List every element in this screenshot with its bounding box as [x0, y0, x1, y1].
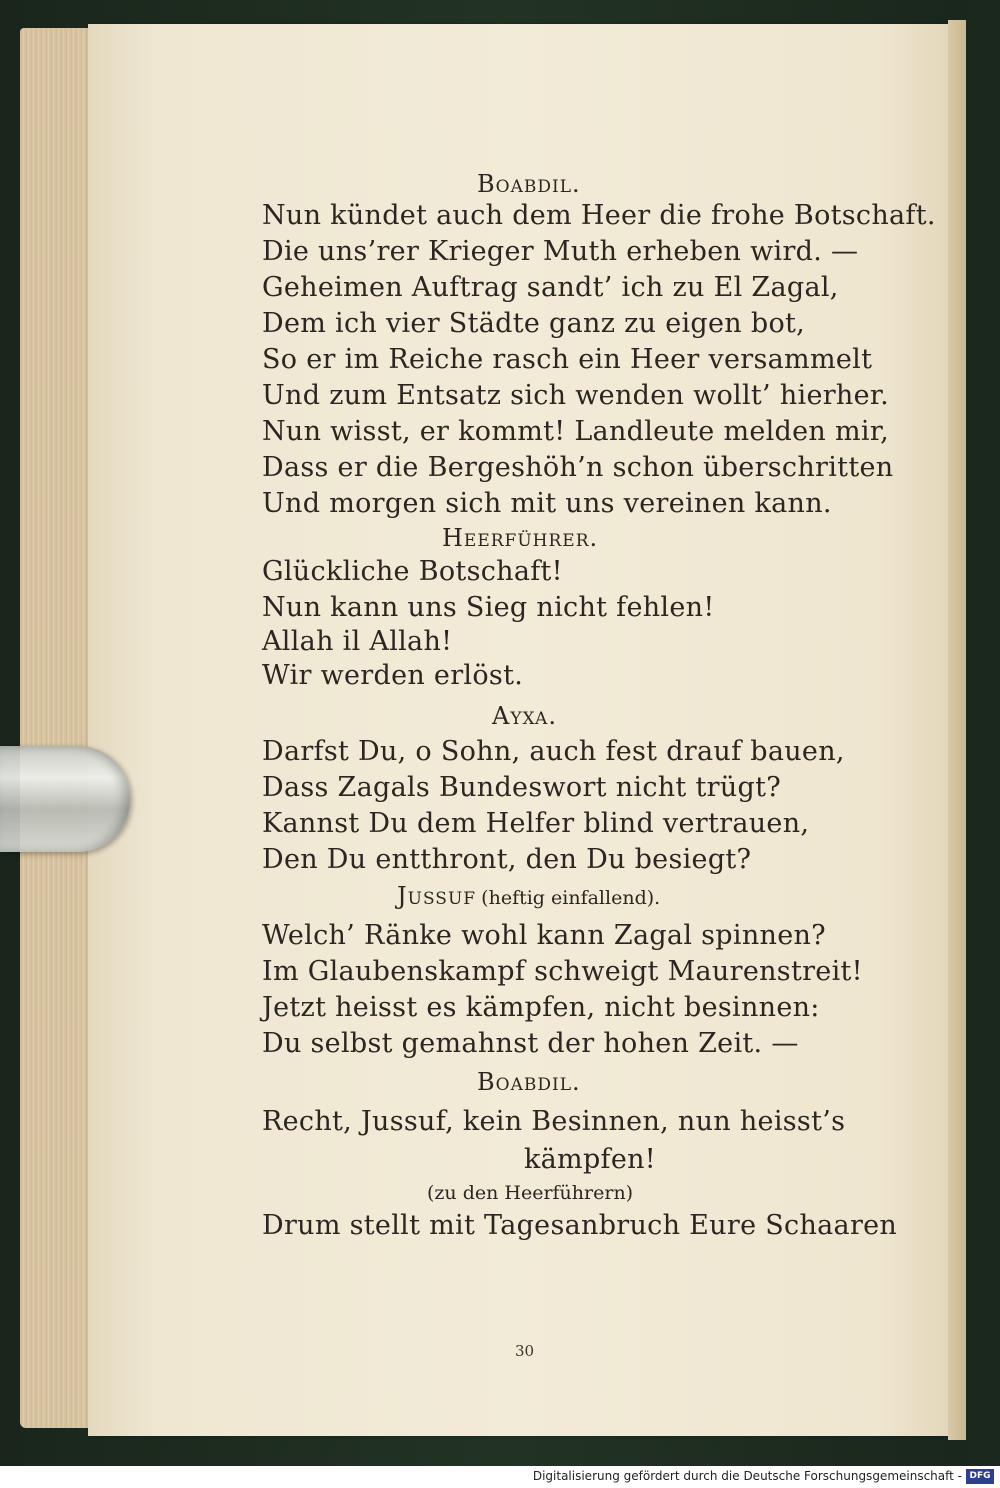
verse-line: Die uns’rer Krieger Muth erheben wird. —: [262, 236, 859, 267]
verse-line: Du selbst gemahnst der hohen Zeit. —: [262, 1028, 799, 1059]
verse-line: So er im Reiche rasch ein Heer versammelt: [262, 344, 873, 375]
verse-line: Den Du entthront, den Du besiegt?: [262, 844, 752, 875]
stage-direction: (heftig einfallend).: [481, 887, 661, 909]
verse-line: Drum stellt mit Tagesanbruch Eure Schaaren: [262, 1210, 898, 1241]
left-page-stack: [20, 28, 98, 1428]
speaker-boabdil: Boabdil.: [477, 170, 581, 198]
dfg-logo: DFG: [966, 1469, 994, 1484]
page-clip: [0, 746, 130, 852]
footer-bar: [0, 1466, 1000, 1488]
footer-credit: Digitalisierung gefördert durch die Deutsche Forschungsgemeinschaft -: [532, 1469, 962, 1483]
verse-line: Darfst Du, o Sohn, auch fest drauf bauen,: [262, 736, 845, 767]
verse-line: kämpfen!: [524, 1144, 656, 1175]
right-dark-strip: [966, 0, 1000, 1466]
speaker-heerfuehrer: Heerführer.: [442, 524, 599, 552]
verse-line: Und zum Entsatz sich wenden wollt’ hierher.: [262, 380, 890, 411]
verse-line: Kannst Du dem Helfer blind vertrauen,: [262, 808, 810, 839]
verse-line: Dass Zagals Bundeswort nicht trügt?: [262, 772, 782, 803]
right-page-edge: [948, 20, 966, 1440]
verse-line: Nun kündet auch dem Heer die frohe Botschaft.: [262, 200, 936, 231]
speaker-jussuf-line: [397, 882, 660, 910]
verse-line: Jetzt heisst es kämpfen, nicht besinnen:: [262, 992, 820, 1023]
verse-line: Dass er die Bergeshöh’n schon überschritten: [262, 452, 894, 483]
verse-line: Dem ich vier Städte ganz zu eigen bot,: [262, 308, 806, 339]
verse-line: Im Glaubenskampf schweigt Maurenstreit!: [262, 956, 863, 987]
verse-line: Geheimen Auftrag sandt’ ich zu El Zagal,: [262, 272, 839, 303]
stage-direction: (zu den Heerführern): [427, 1182, 634, 1204]
speaker-boabdil: Boabdil.: [477, 1068, 581, 1096]
verse-line: Nun wisst, er kommt! Landleute melden mir,: [262, 416, 889, 447]
verse-line: Recht, Jussuf, kein Besinnen, nun heisst’s: [262, 1106, 846, 1137]
verse-line: Und morgen sich mit uns vereinen kann.: [262, 488, 832, 519]
speaker-ayxa: Ayxa.: [492, 702, 557, 730]
verse-line: Glückliche Botschaft!: [262, 556, 563, 587]
speaker-jussuf: Jussuf: [397, 882, 477, 910]
page-number: 30: [515, 1342, 535, 1360]
verse-line: Nun kann uns Sieg nicht fehlen!: [262, 592, 715, 623]
verse-line: Allah il Allah!: [262, 626, 453, 657]
verse-line: Welch’ Ränke wohl kann Zagal spinnen?: [262, 920, 826, 951]
verse-line: Wir werden erlöst.: [262, 660, 524, 691]
